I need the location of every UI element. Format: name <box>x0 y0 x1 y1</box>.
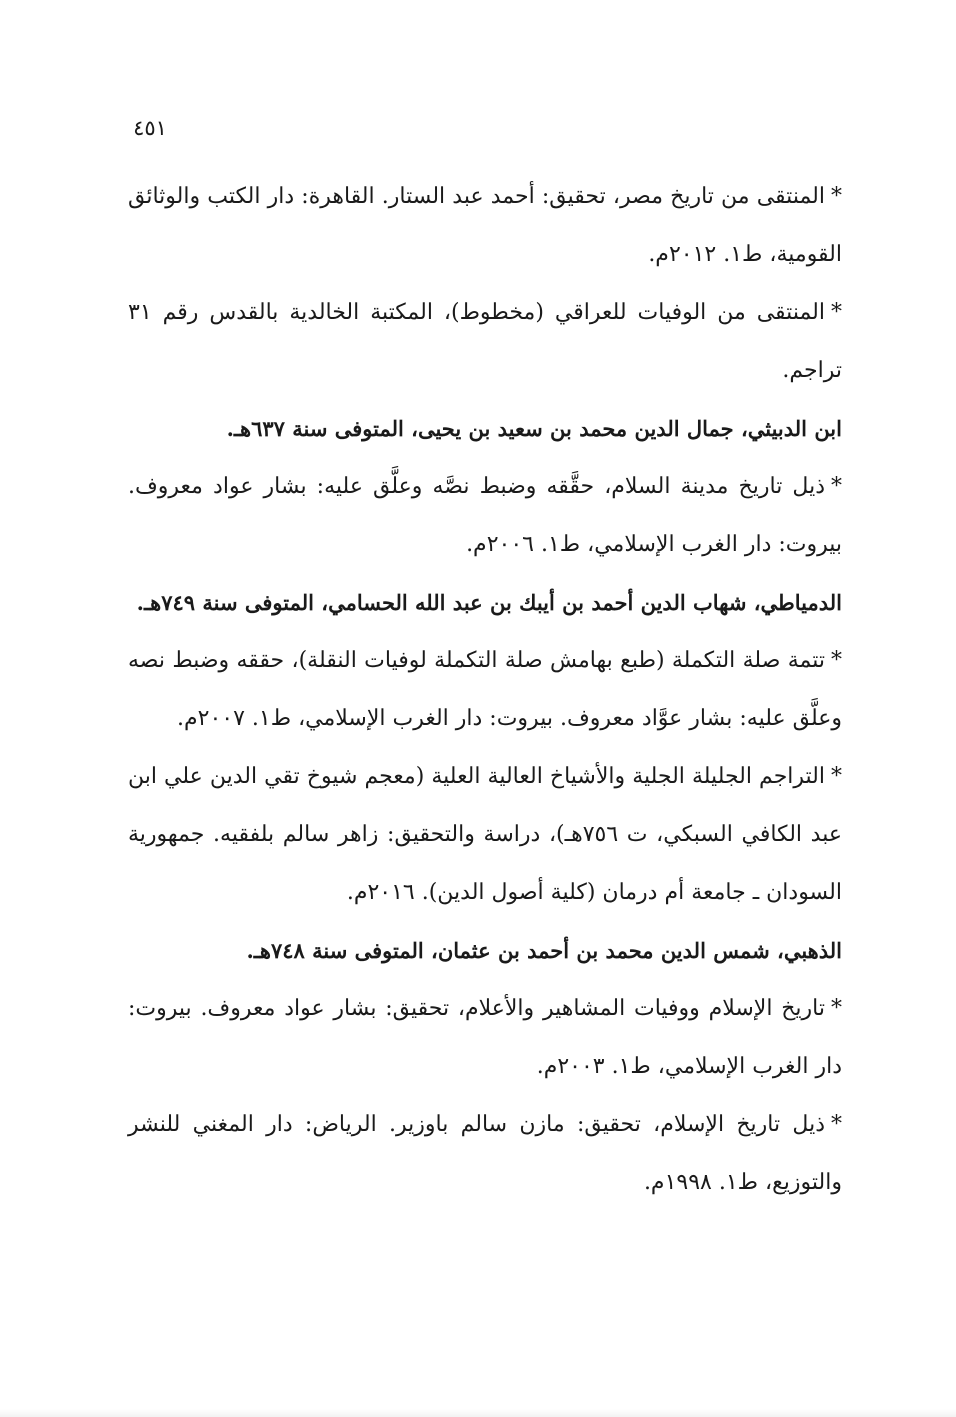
entry-text: المنتقى من تاريخ مصر، تحقيق: أحمد عبد الستار. القاهرة: دار الكتب والوثائق القومية، ط١. ٢٠١٢م. <box>128 184 842 267</box>
author-heading: ابن الدبيثي، جمال الدين محمد بن سعيد بن يحيى، المتوفى سنة ٦٣٧هـ. <box>226 416 842 441</box>
bullet-star-icon: * <box>831 648 842 673</box>
entry-text: ذيل تاريخ مدينة السلام، حقَّقه وضبط نصَّه وعلَّق عليه: بشار عواد معروف. بيروت: دار الغرب الإسلامي، ط١. ٢٠٠٦م. <box>128 474 842 557</box>
bibliography-entry <box>128 458 842 574</box>
bibliography-list <box>128 168 842 1212</box>
entry-text: تاريخ الإسلام ووفيات المشاهير والأعلام، تحقيق: بشار عواد معروف. بيروت: دار الغرب الإسلامي، ط١. ٢٠٠٣م. <box>128 996 842 1079</box>
bibliography-entry <box>128 1096 842 1212</box>
bullet-star-icon: * <box>831 474 842 499</box>
bullet-star-icon: * <box>831 996 842 1021</box>
bibliography-entry <box>128 748 842 922</box>
author-heading: الذهبي، شمس الدين محمد بن أحمد بن عثمان، المتوفى سنة ٧٤٨هـ. <box>246 938 842 963</box>
bullet-star-icon: * <box>831 764 842 789</box>
bibliography-entry <box>128 632 842 748</box>
page-number: ٤٥١ <box>133 116 167 140</box>
author-heading: الدمياطي، شهاب الدين أحمد بن أيبك بن عبد الله الحسامي، المتوفى سنة ٧٤٩هـ. <box>136 590 842 615</box>
bullet-star-icon: * <box>831 184 842 209</box>
bibliography-entry <box>128 284 842 400</box>
entry-text: التراجم الجليلة الجلية والأشياخ العالية العلية (معجم شيوخ تقي الدين علي ابن عبد الكافي السبكي، ت ٧٥٦هـ)، دراسة والتحقيق: زاهر سالم بلفقيه. جمهورية السودان ـ جامعة أم درمان (كلية أصول الدين). ٢٠١٦م. <box>128 764 842 905</box>
entry-text: تتمة صلة التكملة (طبع بهامش صلة التكملة لوفيات النقلة)، حققه وضبط نصه وعلَّق عليه: بشار عوَّاد معروف. بيروت: دار الغرب الإسلامي، ط١. ٢٠٠٧م. <box>128 648 842 731</box>
bibliography-entry <box>128 980 842 1096</box>
bullet-star-icon: * <box>831 300 842 325</box>
entry-text: المنتقى من الوفيات للعراقي (مخطوط)، المكتبة الخالدية بالقدس رقم ٣١ تراجم. <box>128 300 842 383</box>
bibliography-entry <box>128 168 842 284</box>
page-bottom-edge <box>0 1409 956 1417</box>
entry-text: ذيل تاريخ الإسلام، تحقيق: مازن سالم باوزير. الرياض: دار المغني للنشر والتوزيع، ط١. ١٩٩٨م. <box>128 1112 842 1195</box>
bullet-star-icon: * <box>831 1112 842 1137</box>
